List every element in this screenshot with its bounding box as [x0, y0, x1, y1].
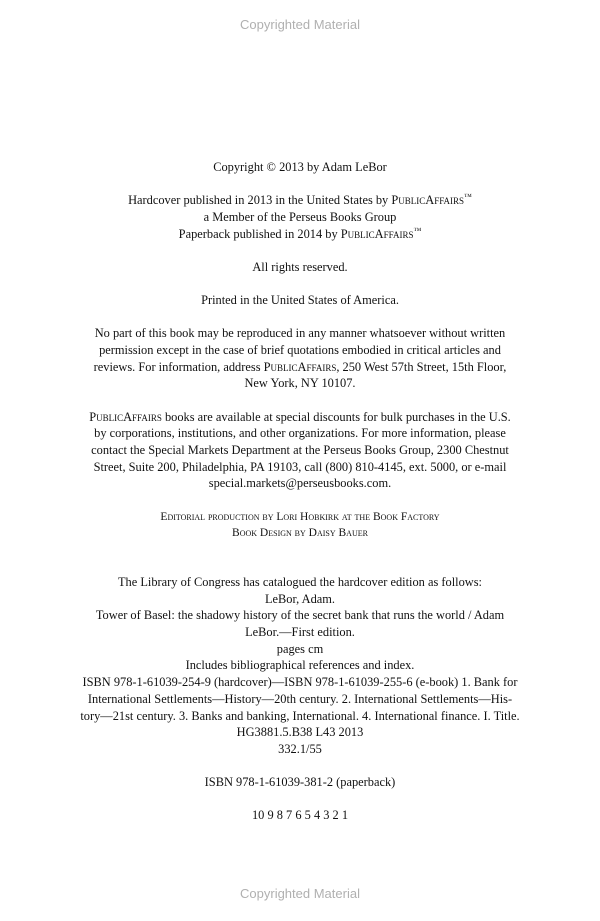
editorial-credit: Editorial production by Lori Hobkirk at the Book Factory	[160, 510, 440, 523]
paperback-text: Paperback published in 2014 by	[178, 226, 338, 241]
cip-line: tory—21st century. 3. Banks and banking, International. 4. International finance. I. Title.	[80, 708, 520, 723]
perseus-member-line: a Member of the Perseus Books Group	[203, 209, 397, 224]
reproduction-notice	[80, 325, 520, 392]
watermark-top: Copyrighted Material	[240, 17, 360, 32]
credits-block	[80, 509, 520, 542]
reproduction-text: reviews. For information, address	[93, 359, 261, 374]
watermark-bottom: Copyrighted Material	[240, 886, 360, 901]
special-sales-notice	[80, 409, 520, 493]
publisher-name: PublicAffairs	[340, 226, 414, 241]
cip-line: 332.1/55	[278, 741, 322, 756]
special-sales-line: contact the Special Markets Department at the Perseus Books Group, 2300 Chestnut	[91, 442, 509, 457]
printing-line: 10 9 8 7 6 5 4 3 2 1	[251, 808, 349, 823]
rights-line: All rights reserved.	[252, 259, 348, 274]
trademark-mark: ™	[413, 225, 422, 235]
cip-line: pages cm	[276, 641, 324, 656]
cip-line: LeBor, Adam.	[264, 591, 336, 606]
publisher-name: PublicAffairs	[89, 409, 162, 424]
special-sales-text: books are available at special discounts for bulk purchases in the U.S.	[161, 409, 511, 424]
hardcover-text: Hardcover published in 2013 in the United States by	[128, 193, 389, 208]
cip-line: The Library of Congress has catalogued the hardcover edition as follows:	[117, 574, 483, 589]
publisher-name: PublicAffairs	[263, 359, 337, 374]
reproduction-line: permission except in the case of brief quotations embodied in critical articles and	[99, 342, 501, 357]
isbn-paperback: ISBN 978-1-61039-381-2 (paperback)	[204, 775, 396, 790]
special-sales-line	[80, 409, 520, 426]
cip-line: ISBN 978-1-61039-254-9 (hardcover)—ISBN 978-1-61039-255-6 (e-book) 1. Bank for	[82, 675, 518, 690]
special-sales-line: by corporations, institutions, and other organizations. For more information, please	[94, 426, 506, 441]
reproduction-text: , 250 West 57th Street, 15th Floor,	[336, 359, 507, 374]
cip-line: HG3881.5.B38 L43 2013	[236, 725, 364, 740]
trademark-mark: ™	[464, 192, 472, 202]
special-sales-email: special.markets@perseusbooks.com.	[208, 476, 392, 491]
reproduction-line	[80, 359, 520, 376]
reproduction-line: New York, NY 10107.	[244, 376, 356, 391]
printed-line: Printed in the United States of America.	[201, 293, 399, 308]
cip-line: LeBor.—First edition.	[245, 625, 355, 640]
paperback-line	[80, 226, 520, 243]
publishing-block	[80, 192, 520, 242]
publisher-name: PublicAffairs	[391, 193, 465, 208]
special-sales-line: Street, Suite 200, Philadelphia, PA 19103, call (800) 810-4145, ext. 5000, or e-mail	[93, 459, 507, 474]
copyright-line: Copyright © 2013 by Adam LeBor	[213, 160, 387, 174]
cip-line: Tower of Basel: the shadowy history of the secret bank that runs the world / Adam	[95, 608, 505, 623]
cip-line: International Settlements—History—20th century. 2. International Settlements—His-	[87, 691, 513, 706]
reproduction-line: No part of this book may be reproduced in any manner whatsoever without written	[94, 326, 506, 341]
hardcover-line	[80, 192, 520, 209]
design-credit: Book Design by Daisy Bauer	[232, 527, 368, 540]
copyright-page	[80, 159, 520, 824]
cip-data	[80, 574, 520, 758]
cip-line: Includes bibliographical references and index.	[185, 658, 415, 673]
